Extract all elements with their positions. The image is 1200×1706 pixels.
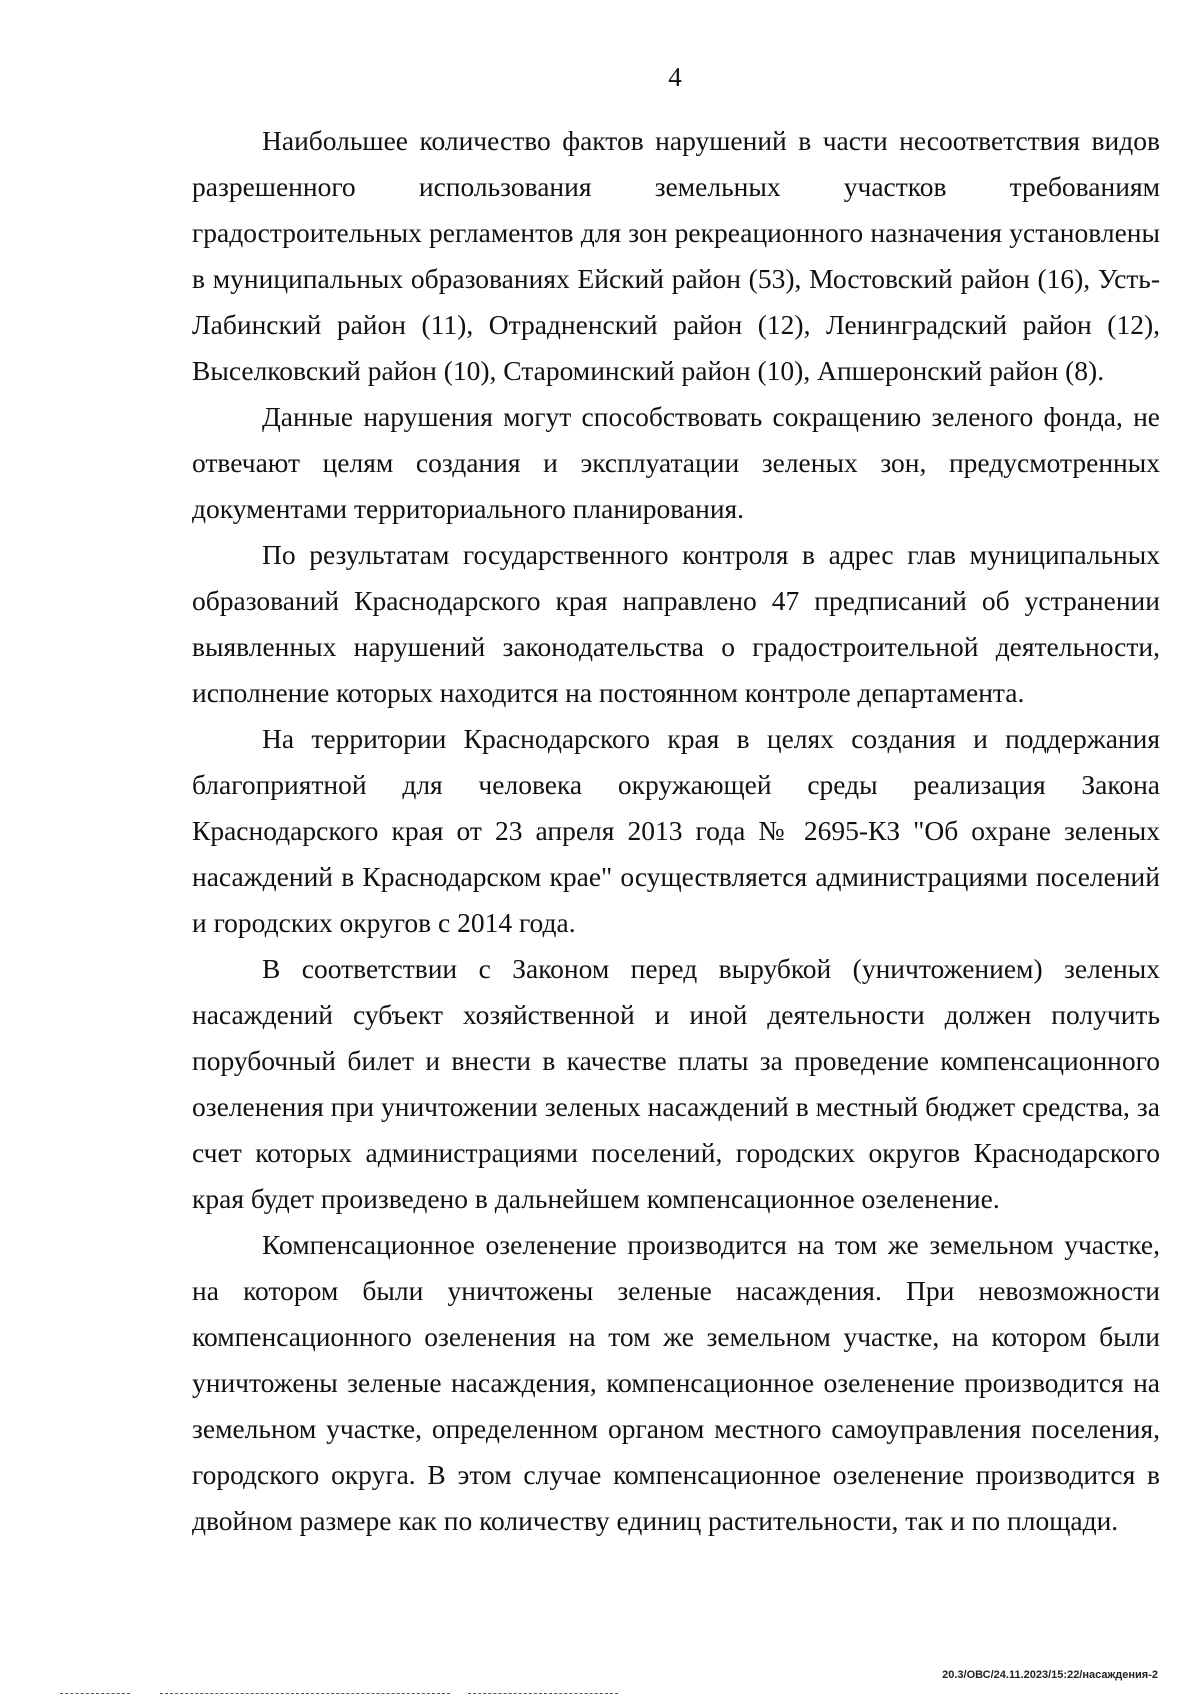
paragraph: В соответствии с Законом перед вырубкой (уничтожением) зеленых насаждений субъект хозяйственной и иной деятельности должен получить порубочный билет и внести в качестве платы за проведение компенсационного озеленения при уничтожении зеленых насаждений в местный бюджет средства, за счет которых администрациями поселений, городских округов Краснодарского края будет произведено в дальнейшем компенсационное озеленение. bbox=[192, 953, 1160, 1214]
document-body bbox=[192, 118, 1160, 1544]
scan-edge-line bbox=[468, 1693, 618, 1694]
paragraph: По результатам государственного контроля в адрес глав муниципальных образований Краснодарского края направлено 47 предписаний об устранении выявленных нарушений законодательства о градостроительной деятельности, исполнение которых находится на постоянном контроле департамента. bbox=[192, 539, 1160, 708]
scan-edge-line bbox=[160, 1693, 450, 1694]
paragraph: Данные нарушения могут способствовать сокращению зеленого фонда, не отвечают целям создания и эксплуатации зеленых зон, предусмотренных документами территориального планирования. bbox=[192, 401, 1160, 524]
paragraph: Компенсационное озеленение производится на том же земельном участке, на котором были уничтожены зеленые насаждения. При невозможности компенсационного озеленения на том же земельном участке, на котором были уничтожены зеленые насаждения, компенсационное озеленение производится на земельном участке, определенном органом местного самоуправления поселения, городского округа. В этом случае компенсационное озеленение производится в двойном размере как по количеству единиц растительности, так и по площади. bbox=[192, 1229, 1160, 1536]
paragraph: На территории Краснодарского края в целях создания и поддержания благоприятной для человека окружающей среды реализация Закона Краснодарского края от 23 апреля 2013 года № 2695-КЗ "Об охране зеленых насаждений в Краснодарском крае" осуществляется администрациями поселений и городских округов с 2014 года. bbox=[192, 723, 1160, 938]
scan-edge-line bbox=[60, 1693, 130, 1694]
page-number: 4 bbox=[668, 62, 682, 92]
paragraph: Наибольшее количество фактов нарушений в части несоответствия видов разрешенного использования земельных участков требованиям градостроительных регламентов для зон рекреационного назначения установлены в муниципальных образованиях Ейский район (53), Мостовский район (16), Усть-Лабинский район (11), Отрадненский район (12), Ленинградский район (12), Выселковский район (10), Староминский район (10), Апшеронский район (8). bbox=[192, 125, 1160, 386]
footer-code: 20.3/ОВС/24.11.2023/15:22/насаждения-2 bbox=[942, 1669, 1158, 1681]
